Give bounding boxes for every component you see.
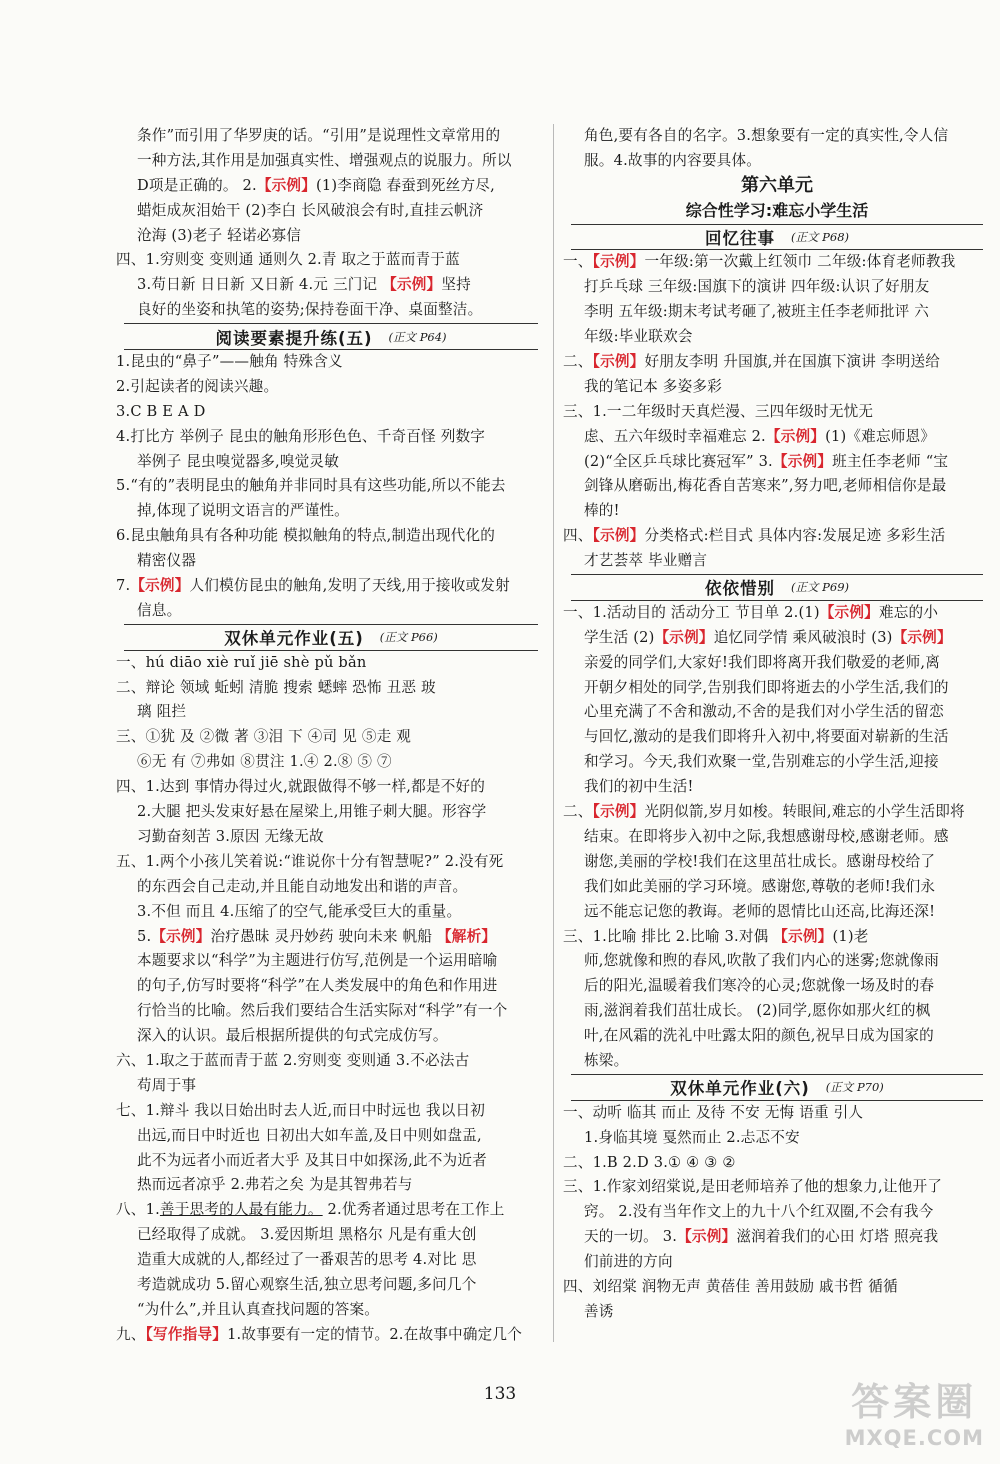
answer-line: [563, 651, 991, 676]
text-run: 光阴似箭,岁月如梭。转眼间,难忘的小学生活即将: [644, 803, 965, 821]
example-tag: 【示例】: [592, 253, 645, 271]
text-run: 四、: [563, 527, 593, 545]
text-run: 四、1.达到 事情办得过火,就跟做得不够一样,都是不好的: [116, 778, 486, 796]
text-run: 好朋友李明 升国旗,并在国旗下演讲 李明送给: [644, 353, 941, 371]
text-run: 远不能忘记您的教诲。老师的恩情比山还高,比海还深!: [584, 902, 936, 920]
answer-line: [116, 1298, 546, 1323]
section-page-ref: (正文 P64): [388, 329, 447, 344]
answer-line: [116, 400, 546, 425]
text-run: 一、: [563, 253, 593, 271]
answer-line: [563, 450, 991, 475]
example-tag: 【示例】: [382, 276, 442, 294]
section-title: 双休单元作业(五): [224, 629, 364, 649]
text-run: 本题要求以“科学”为主题进行仿写,范例是一个运用暗喻: [137, 952, 498, 970]
text-run: 年级:毕业联欢会: [584, 328, 693, 346]
answer-line: [116, 425, 546, 450]
answer-line: [116, 549, 546, 574]
answer-line: [116, 1323, 546, 1348]
text-run: 我们如此美丽的学习环境。感谢您,尊敬的老师!我们永: [584, 877, 936, 895]
answer-line: [116, 1074, 546, 1099]
answer-line: [116, 1124, 546, 1149]
text-run: 与回忆,激动的是我们即将升入初中,将要面对崭新的生活: [584, 728, 949, 746]
text-run: 一种方法,其作用是加强真实性、增强观点的说服力。所以: [137, 151, 512, 169]
text-run: 滋润着我们的心田 灯塔 照亮我: [736, 1228, 939, 1246]
text-run: 雨,滋润着我们茁壮成长。 (2)同学,愿你如那火红的枫: [584, 1002, 931, 1020]
text-run: 5.“有的”表明昆虫的触角并非同时具有这些功能,所以不能去: [116, 477, 506, 495]
section-title: 阅读要素提升练(五): [215, 328, 373, 348]
text-run: 二、辩论 领域 蚯蚓 清脆 搜索 蟋蟀 恐怖 丑恶 玻: [116, 678, 436, 696]
answer-line: [563, 250, 991, 275]
text-run: 三、1.比喻 排比 2.比喻 3.对偶: [563, 927, 774, 945]
answer-line: [563, 1175, 991, 1200]
answer-line: [563, 700, 991, 725]
text-run: 追忆同学情 乘风破浪时 (3): [713, 628, 893, 646]
answer-line: [563, 850, 991, 875]
text-run: 沧海 (3)老子 轻诺必寡信: [137, 226, 302, 244]
example-tag: 【示例】: [130, 577, 190, 595]
answer-line: [116, 925, 546, 950]
answer-line: [563, 1225, 991, 1250]
text-run: (1)老: [832, 927, 869, 945]
answer-line: [116, 1173, 546, 1198]
text-run: 1.昆虫的“鼻子”——触角 特殊含义: [116, 353, 343, 371]
watermark-url: MXQE.COM: [844, 1426, 984, 1450]
answer-line: [563, 350, 991, 375]
answer-line: [563, 949, 991, 974]
text-run: 们前进的方向: [584, 1253, 673, 1271]
answer-line: [563, 601, 991, 626]
text-run: 李明 五年级:期末考试考砸了,被班主任李老师批评 六: [584, 303, 930, 321]
text-run: 六、1.取之于蓝而青于蓝 2.穷则变 变则通 3.不必法古: [116, 1051, 470, 1069]
text-run: 后的阳光,温暖着我们寒冷的心灵;您就像一场及时的春: [584, 977, 935, 995]
section-page-ref: (正文 P66): [379, 630, 438, 645]
text-run: 2.引起读者的阅读兴趣。: [116, 377, 279, 395]
text-run: 的东西会自己走动,并且能自动地发出和谐的声音。: [137, 877, 468, 895]
example-tag: 【示例】: [765, 427, 826, 445]
answer-line: [116, 174, 546, 199]
text-run: 善诱: [584, 1302, 614, 1320]
text-run: 信息。: [137, 601, 182, 619]
text-run: 5.: [137, 927, 152, 945]
answer-line: [116, 1248, 546, 1273]
answer-line: [563, 875, 991, 900]
answer-line: [116, 850, 546, 875]
answer-line: [116, 900, 546, 925]
text-run: 谢您,美丽的学校!我们在这里茁壮成长。感谢母校给了: [584, 852, 936, 870]
watermark-logo: 答案圈: [851, 1380, 978, 1424]
answer-line: [563, 725, 991, 750]
text-run: 栋梁。: [584, 1051, 629, 1069]
answer-line: [563, 974, 991, 999]
text-run: 二、: [563, 803, 593, 821]
text-run: 结束。在即将步入初中之际,我想感谢母校,感谢老师。感: [584, 827, 949, 845]
answer-line: [563, 999, 991, 1024]
text-run: 6.昆虫触角具有各种功能 模拟触角的特点,制造出现代化的: [116, 527, 496, 545]
text-run: (1)《难忘师恩》: [825, 427, 936, 445]
text-run: 1.故事要有一定的情节。2.在故事中确定几个: [227, 1325, 522, 1343]
section-title: 双休单元作业(六): [670, 1079, 810, 1099]
answer-line: [116, 725, 546, 750]
unit-title: 第六单元: [741, 174, 813, 196]
answer-line: [563, 775, 991, 800]
text-run: 1.身临其境 戛然而止 2.忐忑不安: [584, 1128, 800, 1146]
answer-line: [563, 1275, 991, 1300]
text-run: 窍。 2.没有当年作文上的九十八个红双圈,不会有我今: [584, 1203, 934, 1221]
text-run: 人们模仿昆虫的触角,发明了天线,用于接收或发射: [189, 577, 510, 595]
text-run: 三、1.作家刘绍棠说,是田老师培养了他的想象力,让他开了: [563, 1178, 943, 1196]
text-run: 治疗愚昧 灵丹妙药 驶向未来 帆船: [210, 927, 437, 945]
text-run: 行恰当的比喻。然后我们要结合生活实际对“科学”有一个: [137, 1002, 508, 1020]
text-run: 7.: [116, 577, 131, 595]
section-page-ref: (正文 P69): [791, 580, 849, 595]
text-run: 四、1.穷则变 变则通 通则久 2.青 取之于蓝而青于蓝: [116, 251, 460, 269]
text-run: 剑锋从磨砺出,梅花香自苦寒来”,努力吧,老师相信你是最: [584, 477, 947, 495]
answer-line: [116, 1099, 546, 1124]
text-run: 三、①犹 及 ②微 著 ③泪 下 ④司 见 ⑤走 观: [116, 728, 412, 746]
answer-line: [116, 1049, 546, 1074]
answer-line: [116, 974, 546, 999]
answer-line: [563, 925, 991, 950]
example-tag: 【示例】: [256, 176, 317, 194]
answer-line: [116, 651, 546, 676]
section-heading: [124, 323, 538, 350]
text-run: 虑、五六年级时幸福难忘 2.: [584, 427, 766, 445]
text-run: 已经取得了成就。 3.爱因斯坦 黑格尔 凡是有重大创: [137, 1226, 477, 1244]
answer-line: [116, 700, 546, 725]
section-title: 依依惜别: [705, 579, 775, 599]
text-run: 开朝夕相处的同学,告别我们即将逝去的小学生活,我们的: [584, 678, 949, 696]
answer-line: [563, 474, 991, 499]
answer-line: [116, 1273, 546, 1298]
text-run: 4.打比方 举例子 昆虫的触角形形色色、千奇百怪 列数字: [116, 427, 486, 445]
text-run: (1)李商隐 春蚕到死丝方尽,: [316, 176, 495, 194]
answer-line: [563, 825, 991, 850]
text-run: 打乒乓球 三年级:国旗下的演讲 四年级:认识了好朋友: [584, 278, 930, 296]
example-tag: 【示例】: [819, 603, 879, 621]
answer-line: [116, 875, 546, 900]
answer-line: [563, 375, 991, 400]
answer-line: [116, 149, 546, 174]
answer-line: [116, 775, 546, 800]
answer-line: [116, 350, 546, 375]
example-tag: 【写作指导】: [145, 1325, 228, 1343]
text-run: 班主任李老师 “宝: [832, 452, 949, 470]
answer-line: [116, 474, 546, 499]
text-run: 分类格式:栏目式 具体内容:发展足迹 多彩生活: [644, 527, 946, 545]
text-run: 条作”而引用了华罗庚的话。“引用”是说理性文章常用的: [137, 127, 501, 144]
text-run: 才艺荟萃 毕业赠言: [584, 552, 708, 570]
answer-line: [563, 750, 991, 775]
answer-line: [563, 626, 991, 651]
text-run: 3.不但 而且 4.压缩了的空气,能承受巨大的重量。: [137, 902, 462, 920]
section-heading: [571, 1074, 983, 1101]
text-run: 2.优秀者通过思考在工作上: [322, 1201, 505, 1219]
text-run: 一、1.活动目的 活动分工 节目单 2.(1): [563, 603, 820, 621]
answer-line: [116, 999, 546, 1024]
text-run: “为什么”,并且认真查找问题的答案。: [137, 1300, 380, 1318]
answer-line: [116, 375, 546, 400]
example-tag: 【示例】: [592, 527, 645, 545]
text-run: 蜡炬成灰泪始干 (2)李白 长风破浪会有时,直挂云帆济: [137, 201, 484, 219]
text-run: 九、: [116, 1325, 146, 1343]
text-run: 二、: [563, 353, 593, 371]
answer-line: [116, 949, 546, 974]
text-run: 举例子 昆虫嗅觉器多,嗅觉灵敏: [137, 452, 339, 470]
answer-line: [563, 1200, 991, 1225]
example-tag: 【示例】: [592, 803, 645, 821]
answer-line: [116, 298, 546, 323]
answer-line: [116, 1223, 546, 1248]
answer-line: [116, 1198, 546, 1223]
text-run: 3.苟日新 日日新 又日新 4.元 三门记: [137, 276, 383, 294]
answer-line: [563, 1126, 991, 1151]
answer-line: [563, 275, 991, 300]
section-heading: [571, 224, 983, 251]
example-tag: 【示例】: [772, 452, 833, 470]
text-run: 深入的认识。最后根据所提供的句式完成仿写。: [137, 1027, 448, 1045]
answer-line: [116, 599, 546, 624]
left-column: [116, 124, 546, 1348]
section-title: 回忆往事: [705, 229, 775, 248]
example-tag: 【示例】: [677, 1228, 737, 1246]
text-run: 此不为远者小而近者大乎 及其日中如探汤,此不为近者: [137, 1151, 487, 1169]
text-run: 掉,体现了说明文语言的严谨性。: [137, 502, 349, 520]
answer-line: [116, 750, 546, 775]
text-run: 服。4.故事的内容要具体。: [584, 151, 762, 169]
page-number: 133: [483, 1384, 517, 1404]
text-run: ⑥无 有 ⑦弗如 ⑧贯注 1.④ 2.⑧ ⑤ ⑦: [137, 753, 392, 771]
text-run: 学生活 (2): [584, 628, 655, 646]
answer-line: [563, 524, 991, 549]
example-tag: 【示例】: [892, 628, 952, 646]
answer-line: [116, 450, 546, 475]
answer-line: [116, 499, 546, 524]
text-run: 2.大腿 把头发束好悬在屋梁上,用锥子刺大腿。形容学: [137, 803, 487, 821]
text-run: 三、1.一二年级时天真烂漫、三四年级时无忧无: [563, 402, 874, 420]
unit-subtitle: 综合性学习:难忘小学生活: [685, 200, 869, 220]
text-run: (2)“全区乒乓球比赛冠军” 3.: [584, 452, 773, 470]
answer-line: [116, 1149, 546, 1174]
section-heading: [571, 574, 983, 601]
text-run: 出远,而日中时近也 日初出大如车盖,及日中则如盘盂,: [137, 1126, 482, 1144]
text-run: 考造就成功 5.留心观察生活,独立思考问题,多问几个: [137, 1275, 477, 1293]
text-run: 一年级:第一次戴上红领巾 二年级:体育老师教我: [644, 253, 956, 271]
watermark: [845, 1371, 984, 1450]
text-run: 的句子,仿写时要将“科学”在人类发展中的角色和作用进: [137, 977, 498, 995]
answer-line: [116, 124, 546, 149]
text-run: 良好的坐姿和执笔的姿势;保持卷面干净、桌面整洁。: [137, 301, 483, 319]
answer-line: [116, 676, 546, 701]
text-run: 七、1.辩斗 我以日始出时去人近,而日中时远也 我以日初: [116, 1101, 486, 1119]
example-tag: 【解析】: [437, 927, 497, 945]
text-run: 角色,要有各自的名字。3.想象要有一定的真实性,令人信: [584, 127, 949, 144]
answer-line: [563, 325, 991, 350]
text-run: 八、1.: [116, 1201, 160, 1219]
example-tag: 【示例】: [151, 927, 211, 945]
text-run: 一、hú diāo xiè ruǐ jiē shè pǔ bǎn: [116, 653, 367, 671]
underlined-answer: 善于思考的人最有能力。: [159, 1201, 323, 1219]
column-divider: [553, 124, 554, 1342]
answer-line: [563, 549, 991, 574]
example-tag: 【示例】: [592, 353, 645, 371]
answer-line: [563, 900, 991, 925]
answer-line: [563, 499, 991, 524]
answer-line: [563, 149, 991, 174]
section-heading: [124, 624, 538, 651]
answer-line: [563, 1151, 991, 1176]
answer-line: [116, 800, 546, 825]
answer-line: [116, 524, 546, 549]
section-page-ref: (正文 P70): [825, 1080, 884, 1095]
text-run: 五、1.两个小孩儿笑着说:“谁说你十分有智慧呢?” 2.没有死: [116, 852, 504, 870]
text-run: 璃 阻拦: [137, 703, 187, 721]
answer-line: [563, 400, 991, 425]
text-run: 我的笔记本 多姿多彩: [584, 377, 722, 395]
text-run: 热而远者凉乎 2.弗若之矣 为是其智弗若与: [137, 1176, 413, 1194]
text-run: 心里充满了不舍和激动,不舍的是我们对小学生活的留恋: [584, 703, 944, 721]
text-run: 四、刘绍棠 润物无声 黄蓓佳 善用鼓励 戚书哲 循循: [563, 1277, 898, 1295]
text-run: 坚持: [441, 276, 471, 294]
answer-line: [116, 574, 546, 599]
answer-line: [116, 273, 546, 298]
text-run: 难忘的小: [878, 603, 939, 621]
text-run: 叶,在风霜的洗礼中吐露太阳的颜色,祝早日成为国家的: [584, 1027, 934, 1045]
answer-line: [563, 676, 991, 701]
text-run: 一、动听 临其 而止 及待 不安 无悔 语重 引人: [563, 1103, 864, 1121]
text-run: 师,您就像和煦的春风,吹散了我们内心的迷雾;您就像雨: [584, 952, 940, 970]
answer-line: [563, 1101, 991, 1126]
answer-line: [116, 199, 546, 224]
answer-line: [563, 425, 991, 450]
text-run: 习勤奋刻苦 3.原因 无缘无故: [137, 827, 324, 845]
text-run: 亲爱的同学们,大家好!我们即将离开我们敬爱的老师,离: [584, 653, 941, 671]
answer-line: [116, 248, 546, 273]
right-column: [563, 124, 991, 1325]
text-run: 和学习。今天,我们欢聚一堂,告别难忘的小学生活,迎接: [584, 753, 939, 771]
answer-line: [563, 1024, 991, 1049]
answer-line: [116, 224, 546, 249]
text-run: 精密仪器: [137, 552, 197, 570]
answer-line: [563, 1250, 991, 1275]
answer-line: [563, 1300, 991, 1325]
text-run: 3.C B E A D: [116, 402, 206, 420]
text-run: 二、1.B 2.D 3.① ④ ③ ②: [563, 1153, 736, 1171]
answer-line: [116, 825, 546, 850]
answer-line: [563, 300, 991, 325]
answer-line: [116, 1024, 546, 1049]
text-run: D项是正确的。 2.: [137, 176, 257, 194]
text-run: 我们的初中生活!: [584, 778, 694, 796]
text-run: 天的一切。 3.: [584, 1228, 678, 1246]
answer-line: [563, 124, 991, 149]
text-run: 棒的!: [584, 502, 620, 520]
text-run: 苟周于事: [137, 1076, 197, 1094]
text-run: 造重大成就的人,都经过了一番艰苦的思考 4.对比 思: [137, 1251, 477, 1269]
example-tag: 【示例】: [773, 927, 833, 945]
answer-line: [563, 800, 991, 825]
section-page-ref: (正文 P68): [791, 230, 849, 244]
answer-line: [563, 1049, 991, 1074]
example-tag: 【示例】: [654, 628, 714, 646]
